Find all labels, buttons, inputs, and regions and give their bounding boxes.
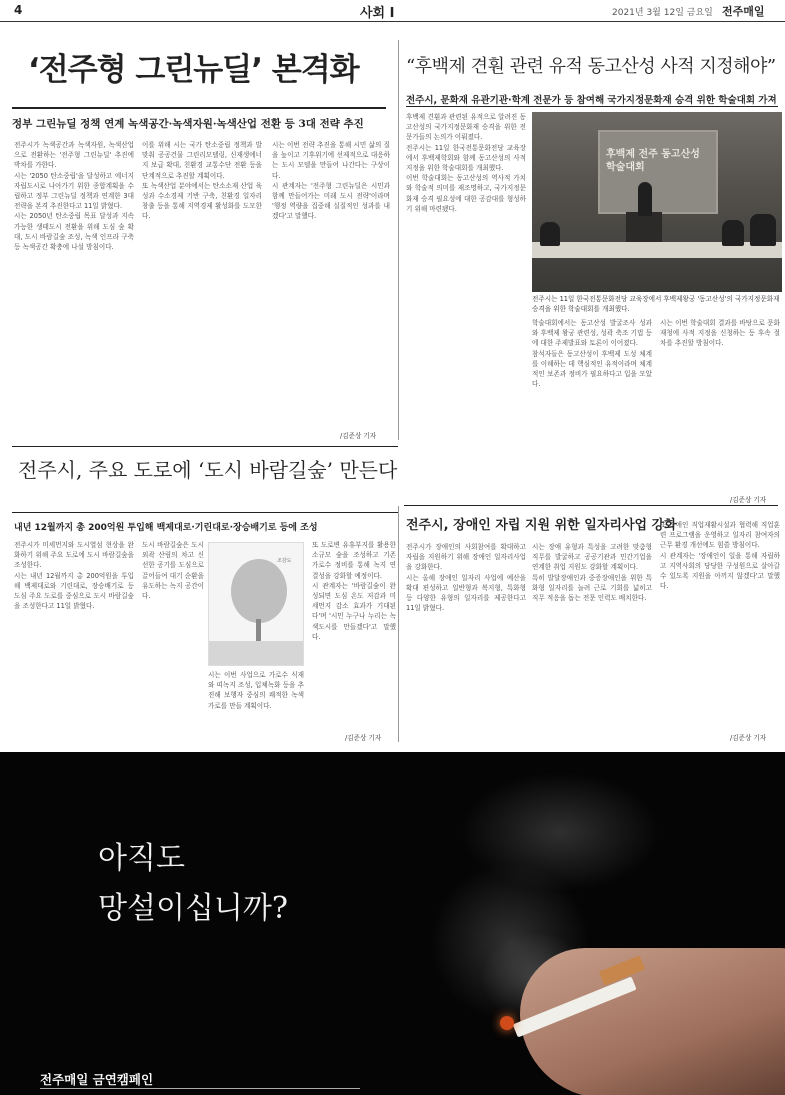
article2-column-3 bbox=[660, 318, 780, 494]
article2-column-1 bbox=[406, 112, 526, 504]
section-rule bbox=[12, 446, 398, 447]
article3-column-2 bbox=[142, 540, 204, 740]
article1-paragraph: 시는 '2050 탄소중립'을 달성하고 에너지 자립도시로 나아가기 위한 종합계획을 수립하고 정부 그린뉴딜 정책과 연계한 3대 전략을 본격 추진한다고 11일 밝혔다. bbox=[14, 171, 134, 211]
conference-table bbox=[532, 242, 782, 258]
article1-column-2 bbox=[142, 140, 262, 440]
article4-rule bbox=[404, 505, 778, 506]
tree-trunk bbox=[256, 619, 261, 641]
article1-rule bbox=[12, 107, 386, 109]
speaker bbox=[638, 182, 652, 216]
article2-paragraph: 참석자들은 동고산성이 후백제 도성 체계를 이해하는 데 핵심적인 유적이라며 체계적인 보존과 정비가 필요하다고 입을 모았다. bbox=[532, 349, 652, 389]
article1-paragraph: 또 녹색산업 분야에서는 탄소소재 산업 육성과 수소경제 기반 구축, 친환경 일자리 창출 등을 통해 지역경제 활성화를 도모한다. bbox=[142, 181, 262, 221]
article3-headline: 전주시, 주요 도로에 ‘도시 바람길숲’ 만든다 bbox=[18, 458, 398, 482]
article2-subhead: 전주시, 문화재 유관기관·학계 전문가 등 참여해 국가지정문화재 승격 위한 학술대회 가져 bbox=[406, 95, 777, 106]
column-divider bbox=[398, 40, 399, 440]
article3-byline: /김준상 기자 bbox=[345, 734, 382, 742]
article3-paragraph: 전주시가 미세먼지와 도시열섬 현상을 완화하기 위해 주요 도로에 도시 바람길숲을 조성한다. bbox=[14, 541, 134, 570]
column-divider bbox=[398, 506, 399, 742]
ad-caption-rule bbox=[40, 1088, 360, 1089]
article2-headline: “후백제 견훤 관련 유적 동고산성 사적 지정해야” bbox=[406, 56, 776, 77]
newspaper-name: 전주매일 bbox=[722, 5, 765, 18]
article2-paragraph: 후백제 견훤과 관련된 유적으로 알려진 동고산성의 국가지정문화재 승격을 위한 전문가들의 논의가 이뤄졌다. bbox=[406, 113, 526, 142]
article1-paragraph: 시는 2050년 탄소중립 목표 달성과 지속가능한 생태도시 전환을 위해 도심 숲 확대, 도시 바람길숲 조성, 녹색 인프라 구축 등 녹색공간 확충에 나설 방침이다. bbox=[14, 212, 134, 252]
article1-paragraph: 이를 위해 시는 국가 탄소중립 정책과 발맞춰 공공건물 그린리모델링, 신재생에너지 보급 확대, 친환경 교통수단 전환 등을 단계적으로 추진할 계획이다. bbox=[142, 141, 262, 180]
article2-paragraph: 이번 학술대회는 동고산성의 역사적 가치와 학술적 의미를 재조명하고, 국가지정문화재 승격 필요성에 대한 공감대를 형성하기 위해 마련됐다. bbox=[406, 174, 526, 213]
article2-byline: /김준상 기자 bbox=[730, 496, 767, 504]
article4-byline: /김준상 기자 bbox=[730, 734, 767, 742]
article4-column-1 bbox=[406, 542, 526, 740]
issue-date: 2021년 3월 12일 금요일 bbox=[612, 8, 713, 18]
article3-column-2b bbox=[208, 670, 304, 740]
article2-paragraph: 시는 이번 학술대회 결과를 바탕으로 문화재청에 사적 지정을 신청하는 등 후속 절차를 추진할 방침이다. bbox=[660, 319, 780, 348]
article4-column-2 bbox=[532, 542, 652, 740]
section-name: 사회 I bbox=[360, 6, 395, 21]
article4-paragraph: 시는 올해 장애인 일자리 사업에 예산을 확대 편성하고 일반형과 복지형, 특화형 등 다양한 유형의 일자리를 제공한다고 11일 밝혔다. bbox=[406, 573, 526, 613]
tree-shape bbox=[231, 559, 287, 623]
article4-paragraph: 특히 발달장애인과 중증장애인을 위한 특화형 일자리를 늘려 근로 기회를 넓히고 직무 적응을 돕는 전문 인력도 배치한다. bbox=[532, 573, 652, 603]
article4-paragraph: 또 장애인 직업재활시설과 협력해 직업훈련 프로그램을 운영하고 일자리 참여자의 근무 환경 개선에도 힘쓸 방침이다. bbox=[660, 521, 780, 550]
article1-byline: /김준상 기자 bbox=[340, 432, 377, 440]
cigarette-ember bbox=[500, 1016, 514, 1030]
article3-column-1 bbox=[14, 540, 134, 740]
page-header bbox=[0, 0, 785, 22]
ad-caption: 전주매일 금연캠페인 bbox=[40, 1072, 154, 1087]
article3-subhead: 내년 12월까지 총 200억원 투입해 백제대로·기린대로·장승배기로 등에 조성 bbox=[14, 523, 318, 533]
article3-rule bbox=[12, 512, 398, 513]
article1-paragraph: 시는 이번 전략 추진을 통해 시민 삶의 질을 높이고 기후위기에 선제적으로 대응하는 도시 모델을 만들어 나간다는 구상이다. bbox=[272, 141, 390, 180]
article4-paragraph: 시 관계자는 '장애인이 일을 통해 자립하고 지역사회의 당당한 구성원으로 살아갈 수 있도록 지원을 아끼지 않겠다'고 말했다. bbox=[660, 551, 780, 591]
ad-headline: 아직도 망설이십니까? bbox=[98, 841, 288, 926]
page-number: 4 bbox=[14, 3, 23, 17]
article4-paragraph: 전주시가 장애인의 사회참여를 확대하고 자립을 지원하기 위해 장애인 일자리사업을 강화한다. bbox=[406, 543, 526, 572]
attendee bbox=[540, 222, 560, 246]
article3-paragraph: 도시 바람길숲은 도시 외곽 산림의 차고 신선한 공기를 도심으로 끌어들여 대기 순환을 유도하는 녹지 공간이다. bbox=[142, 541, 204, 601]
article4-headline: 전주시, 장애인 자립 지원 위한 일자리사업 강화 bbox=[406, 518, 677, 533]
article1-paragraph: 시 관계자는 '전주형 그린뉴딜은 시민과 함께 만들어가는 미래 도시 전략'이라며 '행정 역량을 집중해 실질적인 성과를 내겠다'고 말했다. bbox=[272, 181, 390, 221]
article4-paragraph: 시는 장애 유형과 특성을 고려한 맞춤형 직무를 발굴하고 공공기관과 민간기업을 연계한 취업 지원도 강화할 계획이다. bbox=[532, 543, 652, 572]
article2-photo-caption: 전주시는 11일 한국전통문화전당 교육장에서 후백제왕궁 '동고산성'의 국가지정문화재 승격을 위한 학술대회를 개최했다. bbox=[532, 295, 780, 313]
article3-paragraph: 시는 내년 12월까지 총 200억원을 투입해 백제대로와 기린대로, 장승배기로 등 도심 주요 도로를 중심으로 도시 바람길숲을 조성한다고 11일 밝혔다. bbox=[14, 571, 134, 611]
article1-headline: ‘전주형 그린뉴딜’ 본격화 bbox=[28, 52, 359, 88]
article1-column-3 bbox=[272, 140, 390, 430]
article3-paragraph: 시는 이번 사업으로 가로수 식재와 띠녹지 조성, 입체녹화 등을 추진해 보행자 중심의 쾌적한 녹색 가로를 만들 계획이다. bbox=[208, 671, 304, 710]
article1-column-1 bbox=[14, 140, 134, 440]
article2-paragraph: 전주시는 11일 한국전통문화전당 교육장에서 후백제학회와 함께 동고산성의 사적 지정을 위한 학술대회를 개최했다. bbox=[406, 143, 526, 173]
article3-paragraph: 시 관계자는 '바람길숲이 완성되면 도심 온도 저감과 미세먼지 감소 효과가 기대된다'며 '시민 누구나 누리는 녹색도시를 만들겠다'고 말했다. bbox=[312, 581, 396, 641]
attendee bbox=[750, 214, 776, 246]
article2-photo bbox=[532, 112, 782, 292]
attendee bbox=[722, 220, 744, 246]
article2-paragraph: 학술대회에서는 동고산성 발굴조사 성과와 후백제 왕궁 관련성, 성곽 축조 기법 등에 대한 주제발표와 토론이 이어졌다. bbox=[532, 319, 652, 348]
article2-rule bbox=[406, 106, 778, 107]
illustration-label: 조감도 bbox=[277, 558, 292, 564]
article1-paragraph: 전주시가 녹색공간과 녹색자원, 녹색산업으로 전환하는 '전주형 그린뉴딜' 추진에 박차를 가한다. bbox=[14, 141, 134, 170]
ground-shape bbox=[209, 641, 304, 666]
article3-column-3 bbox=[312, 540, 396, 730]
article3-paragraph: 또 도로변 유휴부지를 활용한 소규모 숲을 조성하고 기존 가로수 정비를 통해 녹지 연결성을 강화할 예정이다. bbox=[312, 541, 396, 580]
article4-column-3 bbox=[660, 520, 780, 728]
article2-column-2 bbox=[532, 318, 652, 504]
hand bbox=[520, 948, 785, 1095]
article3-illustration bbox=[208, 542, 304, 666]
article1-subhead: 정부 그린뉴딜 정책 연계 녹색공간·녹색자원·녹색산업 전환 등 3대 전략 추진 bbox=[12, 118, 364, 130]
screen-text: 후백제 전주 동고산성 학술대회 bbox=[606, 149, 700, 173]
no-smoking-campaign-ad bbox=[0, 752, 785, 1095]
